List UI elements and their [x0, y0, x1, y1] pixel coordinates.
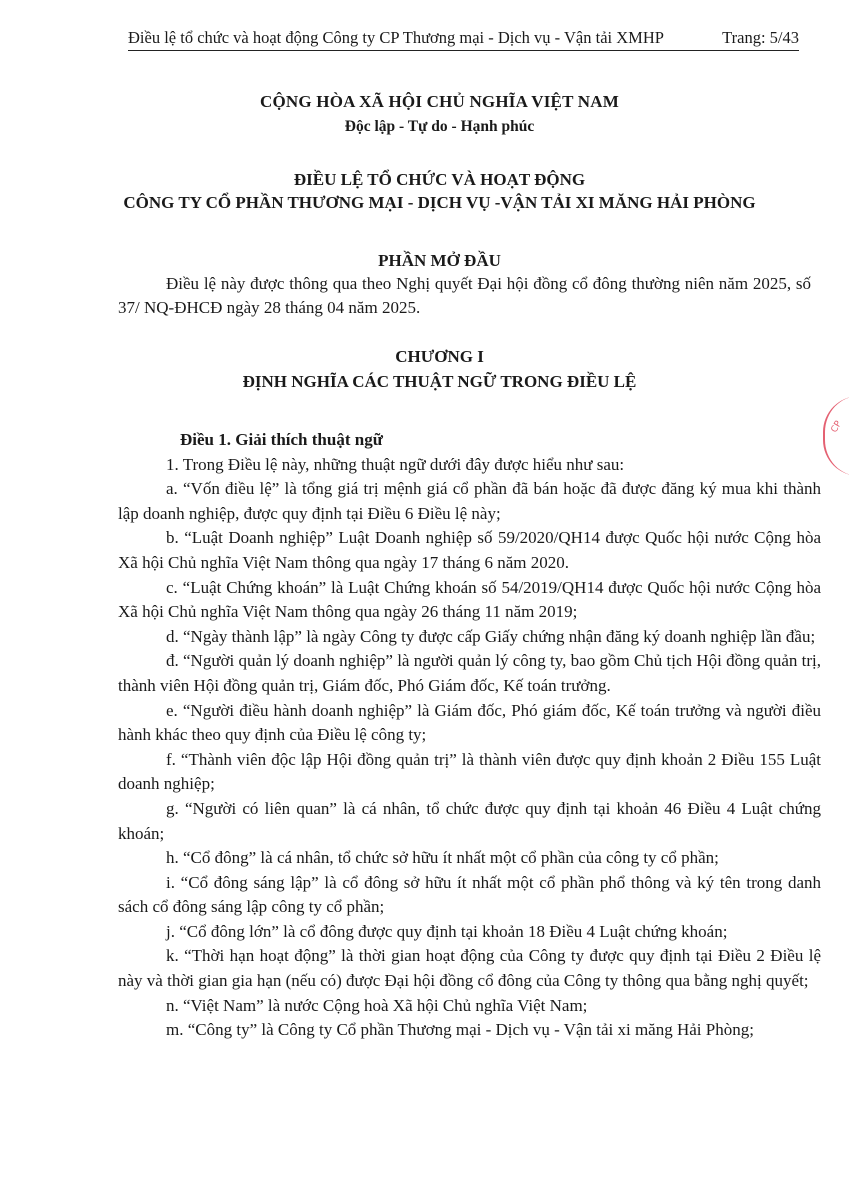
- article-content: [118, 428, 821, 1043]
- national-title: CỘNG HÒA XÃ HỘI CHỦ NGHĨA VIỆT NAM: [260, 92, 619, 111]
- definition-item: h. “Cổ đông” là cá nhân, tổ chức sở hữu ít nhất một cổ phần của công ty cổ phần;: [166, 848, 719, 868]
- preamble-text: Điều lệ này được thông qua theo Nghị quyết Đại hội đồng cổ đông thường niên năm 2025, số 37/ NQ-ĐHCĐ ngày 28 tháng 04 năm 2025.: [118, 274, 811, 317]
- preamble-body: [118, 272, 811, 320]
- definition-item: g. “Người có liên quan” là cá nhân, tổ chức được quy định tại khoản 46 Điều 4 Luật chứng khoán;: [118, 798, 821, 843]
- definition-item: n. “Việt Nam” là nước Cộng hoà Xã hội Chủ nghĩa Việt Nam;: [166, 995, 588, 1015]
- definition-item: d. “Ngày thành lập” là ngày Công ty được cấp Giấy chứng nhận đăng ký doanh nghiệp lần đầu;: [166, 626, 816, 646]
- national-motto: Độc lập - Tự do - Hạnh phúc: [344, 118, 535, 135]
- definition-item: f. “Thành viên độc lập Hội đồng quản trị” là thành viên được quy định khoản 2 Điều 155 Luật doanh nghiệp;: [118, 749, 821, 794]
- page-number: Trang: 5/43: [722, 28, 799, 47]
- preamble-heading: PHẦN MỞ ĐẦU: [378, 251, 501, 270]
- article-title: Điều 1. Giải thích thuật ngữ: [180, 430, 383, 449]
- definition-item: i. “Cổ đông sáng lập” là cổ đông sở hữu ít nhất một cổ phần phổ thông và ký tên trong danh sách cổ đông sáng lập công ty cổ phần;: [118, 872, 821, 917]
- document-title-line1: ĐIỀU LỆ TỔ CHỨC VÀ HOẠT ĐỘNG: [293, 170, 586, 189]
- definition-item: b. “Luật Doanh nghiệp” Luật Doanh nghiệp số 59/2020/QH14 được Quốc hội nước Cộng hòa Xã hội Chủ nghĩa Việt Nam thông qua ngày 17 tháng 6 năm 2020.: [118, 528, 821, 572]
- definition-item: a. “Vốn điều lệ” là tổng giá trị mệnh giá cổ phần đã bán hoặc đã được đăng ký mua khi thành lập doanh nghiệp, được quy định tại Điều 6 Điều lệ này;: [118, 479, 821, 523]
- definition-item: c. “Luật Chứng khoán” là Luật Chứng khoán số 54/2019/QH14 được Quốc hội nước Cộng hòa Xã hội Chủ nghĩa Việt Nam thông qua ngày 26 tháng 11 năm 2019;: [118, 577, 821, 622]
- definition-item: k. “Thời hạn hoạt động” là thời gian hoạt động của Công ty được quy định tại Điều 2 Điều lệ này và thời gian gia hạn (nếu có) được Đại hội đồng cổ đông của Công ty thông qua bằng nghị quyết;: [118, 946, 821, 991]
- article-intro: 1. Trong Điều lệ này, những thuật ngữ dưới đây được hiểu như sau:: [166, 454, 625, 474]
- definition-item: m. “Công ty” là Công ty Cổ phần Thương mại - Dịch vụ - Vận tải xi măng Hải Phòng;: [166, 1020, 754, 1040]
- definition-item: đ. “Người quản lý doanh nghiệp” là người quản lý công ty, bao gồm Chủ tịch Hội đồng quản trị, thành viên Hội đồng quản trị, Giám đốc, Phó Giám đốc, Kế toán trưởng.: [118, 651, 821, 695]
- header-title: Điều lệ tổ chức và hoạt động Công ty CP Thương mại - Dịch vụ - Vận tải XMHP: [128, 28, 664, 47]
- chapter-number: CHƯƠNG I: [395, 347, 484, 366]
- page-header: [128, 28, 799, 51]
- definition-item: j. “Cổ đông lớn” là cổ đông được quy định tại khoản 18 Điều 4 Luật chứng khoán;: [166, 921, 728, 941]
- company-seal-stamp: [823, 396, 849, 476]
- definition-item: e. “Người điều hành doanh nghiệp” là Giám đốc, Phó giám đốc, Kế toán trưởng và người điều hành khác theo quy định của Điều lệ công ty;: [118, 700, 821, 745]
- chapter-title: ĐỊNH NGHĨA CÁC THUẬT NGỮ TRONG ĐIỀU LỆ: [242, 372, 637, 391]
- stamp-text: CP: [829, 419, 845, 435]
- document-title-line2: CÔNG TY CỔ PHẦN THƯƠNG MẠI - DỊCH VỤ -VẬN TẢI XI MĂNG HẢI PHÒNG: [123, 193, 756, 212]
